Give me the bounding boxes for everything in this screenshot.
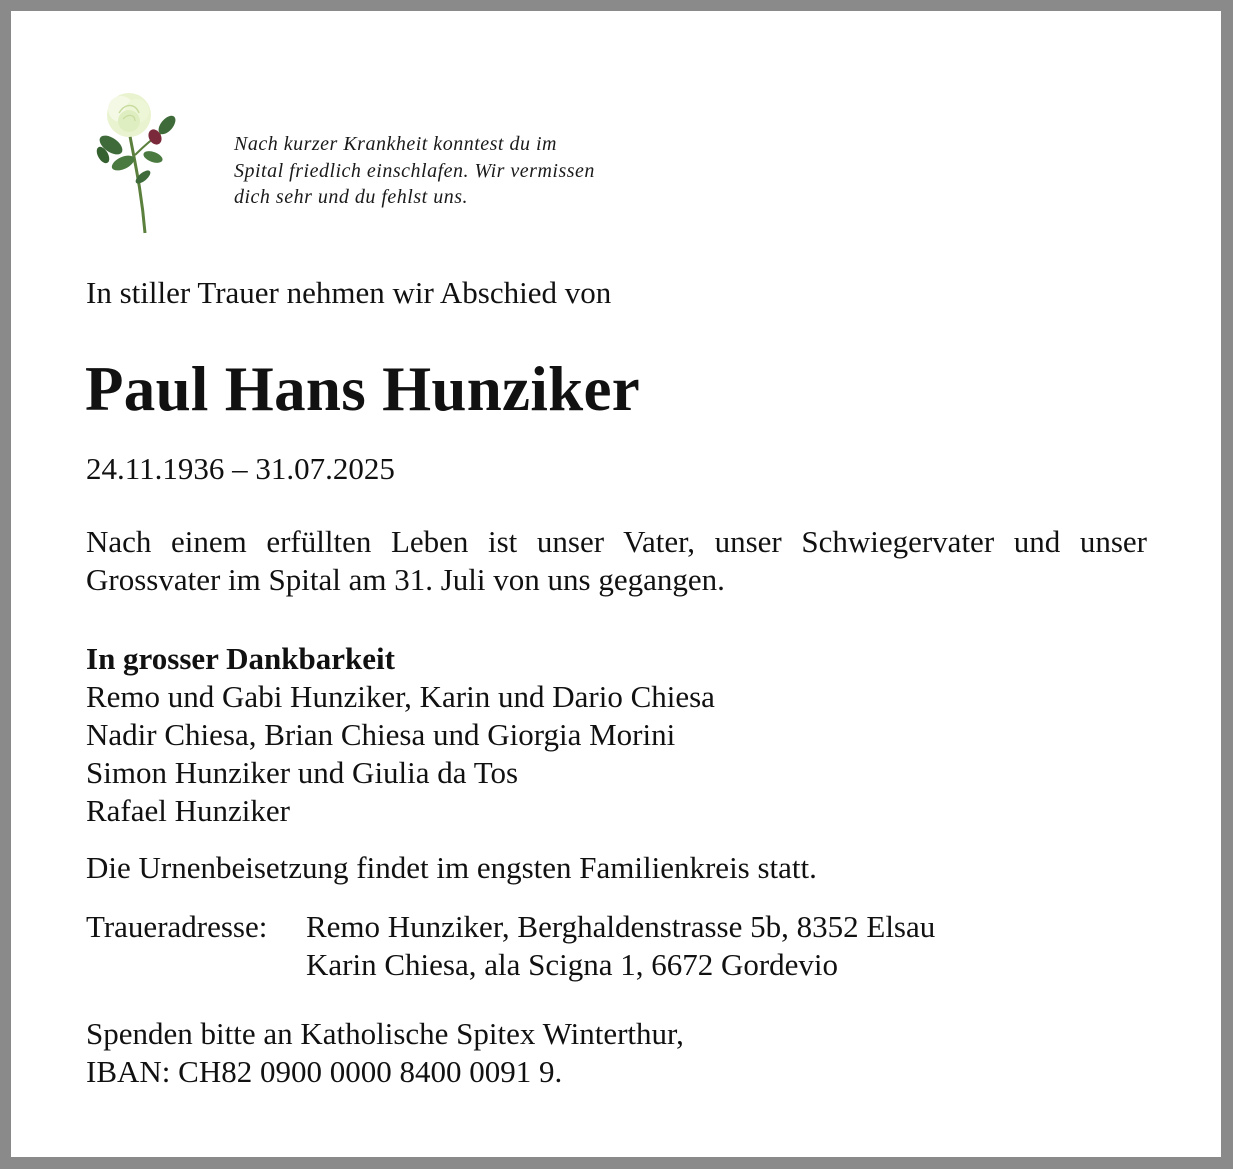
family-line: Nadir Chiesa, Brian Chiesa und Giorgia Morini [86,717,676,752]
thanks-section [86,640,1147,830]
family-line: Simon Hunziker und Giulia da Tos [86,755,519,790]
rose-icon [83,85,187,235]
thanks-title: In grosser Dankbarkeit [86,641,395,676]
family-line: Rafael Hunziker [86,793,290,828]
address-line: Remo Hunziker, Berghaldenstrasse 5b, 8352 Elsau [306,909,936,944]
obituary-paragraph: Nach einem erfüllten Leben ist unser Vater, unser Schwiegervater und unser Grossvater im Spital am 31. Juli von uns gegangen. [86,524,1147,597]
obituary-page [11,11,1221,1157]
memorial-quote [234,131,595,211]
intro-text: In stiller Trauer nehmen wir Abschied von [86,275,612,310]
mourning-address [86,908,935,984]
address-label: Traueradresse: [86,909,268,944]
family-line: Remo und Gabi Hunziker, Karin und Dario Chiesa [86,679,715,714]
quote-line: Nach kurzer Krankheit konntest du im [234,133,557,155]
donation-line: IBAN: CH82 0900 0000 8400 0091 9. [86,1054,563,1089]
donation-line: Spenden bitte an Katholische Spitex Winterthur, [86,1016,684,1051]
quote-line: Spital friedlich einschlafen. Wir vermissen [234,159,595,182]
life-dates: 24.11.1936 – 31.07.2025 [86,451,395,486]
urn-notice: Die Urnenbeisetzung findet im engsten Familienkreis statt. [86,850,817,885]
deceased-name: Paul Hans Hunziker [85,354,640,424]
quote-line: dich sehr und du fehlst uns. [234,186,468,208]
donation-info [86,1015,1147,1091]
address-line: Karin Chiesa, ala Scigna 1, 6672 Gordevio [306,947,839,982]
